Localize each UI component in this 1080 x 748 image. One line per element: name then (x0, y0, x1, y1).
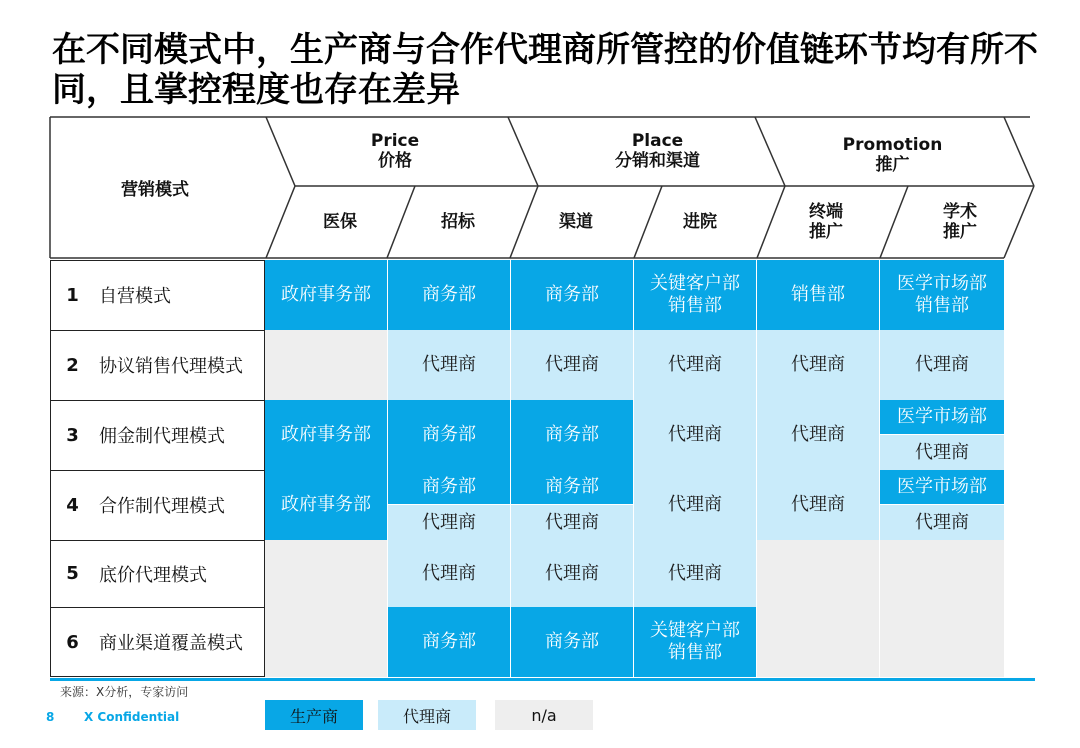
cell-na (880, 540, 1004, 607)
header-group-price (330, 131, 460, 171)
cell-producer: 销售部 (757, 260, 879, 330)
cell-agent: 代理商 (880, 435, 1004, 470)
column-header-xueshu: 学术 推广 (943, 202, 977, 242)
header-mode-label: 营销模式 (121, 180, 189, 200)
cell-agent: 代理商 (511, 330, 633, 400)
cell-agent: 代理商 (757, 470, 879, 540)
cell-producer: 政府事务部 (265, 400, 387, 470)
cell-producer: 医学市场部 销售部 (880, 260, 1004, 330)
cell-producer: 医学市场部 (880, 400, 1004, 434)
row-divider (50, 400, 265, 401)
row-divider (50, 676, 265, 677)
source-note: 来源：X分析，专家访问 (60, 685, 189, 699)
row-label (50, 400, 265, 470)
cell-agent: 代理商 (880, 330, 1004, 400)
header-group-price-zh: 价格 (378, 151, 412, 171)
cell-producer: 商务部 (388, 400, 510, 470)
cell-agent: 代理商 (757, 330, 879, 400)
cell-agent: 代理商 (388, 330, 510, 400)
row-name: 合作制代理模式 (99, 496, 225, 517)
cell-producer: 政府事务部 (265, 470, 387, 540)
row-number: 6 (66, 631, 79, 653)
column-header-yibao: 医保 (323, 212, 357, 232)
cell-producer: 商务部 (388, 470, 510, 504)
cell-producer: 商务部 (388, 260, 510, 330)
header-group-place-zh: 分销和渠道 (615, 151, 700, 171)
column-header-qudao: 渠道 (559, 212, 593, 232)
header-group-place-en: Place (631, 131, 684, 151)
column-header-jinyuan: 进院 (683, 212, 717, 232)
column-header-zhaobiao: 招标 (441, 212, 475, 232)
row-name: 佣金制代理模式 (99, 426, 225, 447)
column-header-zhongduan: 终端 推广 (809, 202, 843, 242)
row-divider (50, 260, 265, 261)
cell-na (757, 540, 879, 607)
cell-na (757, 607, 879, 677)
cell-producer: 商务部 (511, 260, 633, 330)
row-divider (50, 470, 265, 471)
cell-na (265, 330, 387, 400)
cell-producer: 商务部 (388, 607, 510, 677)
cell-agent: 代理商 (634, 400, 756, 470)
footer-rule (50, 678, 1035, 681)
cell-producer: 商务部 (511, 470, 633, 504)
page-number: 8 (46, 710, 55, 724)
legend-agent-label: 代理商 (402, 706, 451, 726)
legend-na (495, 700, 593, 730)
cell-agent: 代理商 (634, 330, 756, 400)
cell-agent: 代理商 (511, 540, 633, 607)
header-group-promotion-zh: 推广 (875, 155, 910, 175)
row-number: 2 (66, 354, 79, 376)
header-group-price-en: Price (370, 131, 420, 151)
row-divider (50, 540, 265, 541)
row-label (50, 470, 265, 540)
cell-agent: 代理商 (511, 505, 633, 540)
page-title: 在不同模式中，生产商与合作代理商所管控的价值链环节均有所不同，且掌控程度也存在差异 (52, 30, 1038, 110)
cell-agent: 代理商 (388, 540, 510, 607)
cell-producer: 商务部 (511, 400, 633, 470)
cell-agent: 代理商 (880, 505, 1004, 540)
row-number: 1 (66, 284, 79, 306)
table-left-border (50, 260, 51, 677)
value-chain-table (50, 260, 1004, 677)
row-number: 5 (66, 563, 79, 584)
cell-na (265, 540, 387, 607)
row-number: 3 (66, 424, 79, 446)
label-column-border (264, 260, 265, 677)
row-label (50, 330, 265, 400)
row-name: 商业渠道覆盖模式 (99, 633, 243, 654)
row-name: 底价代理模式 (99, 564, 207, 586)
cell-producer: 医学市场部 (880, 470, 1004, 504)
cell-na (880, 607, 1004, 677)
legend-na-label: n/a (531, 705, 557, 725)
cell-agent: 代理商 (634, 540, 756, 607)
cell-na (265, 607, 387, 677)
legend-agent (378, 700, 476, 730)
cell-producer: 关键客户部 销售部 (634, 260, 756, 330)
legend-producer-label: 生产商 (289, 706, 338, 726)
row-divider (50, 607, 265, 608)
cell-producer: 商务部 (511, 607, 633, 677)
confidential-label: X Confidential (84, 710, 180, 724)
row-number: 4 (66, 494, 79, 516)
row-name: 自营模式 (99, 286, 171, 307)
row-label (50, 540, 265, 607)
header-group-promotion (820, 135, 965, 175)
header-group-promotion-en: Promotion (842, 135, 943, 155)
cell-agent: 代理商 (634, 470, 756, 540)
row-name: 协议销售代理模式 (99, 356, 243, 377)
cell-agent: 代理商 (388, 505, 510, 540)
header-group-place (585, 131, 730, 171)
cell-producer: 关键客户部 销售部 (634, 607, 756, 677)
cell-producer: 政府事务部 (265, 260, 387, 330)
row-label (50, 607, 265, 677)
row-label (50, 260, 265, 330)
cell-agent: 代理商 (757, 400, 879, 470)
legend-producer (265, 700, 363, 730)
row-divider (50, 330, 265, 331)
